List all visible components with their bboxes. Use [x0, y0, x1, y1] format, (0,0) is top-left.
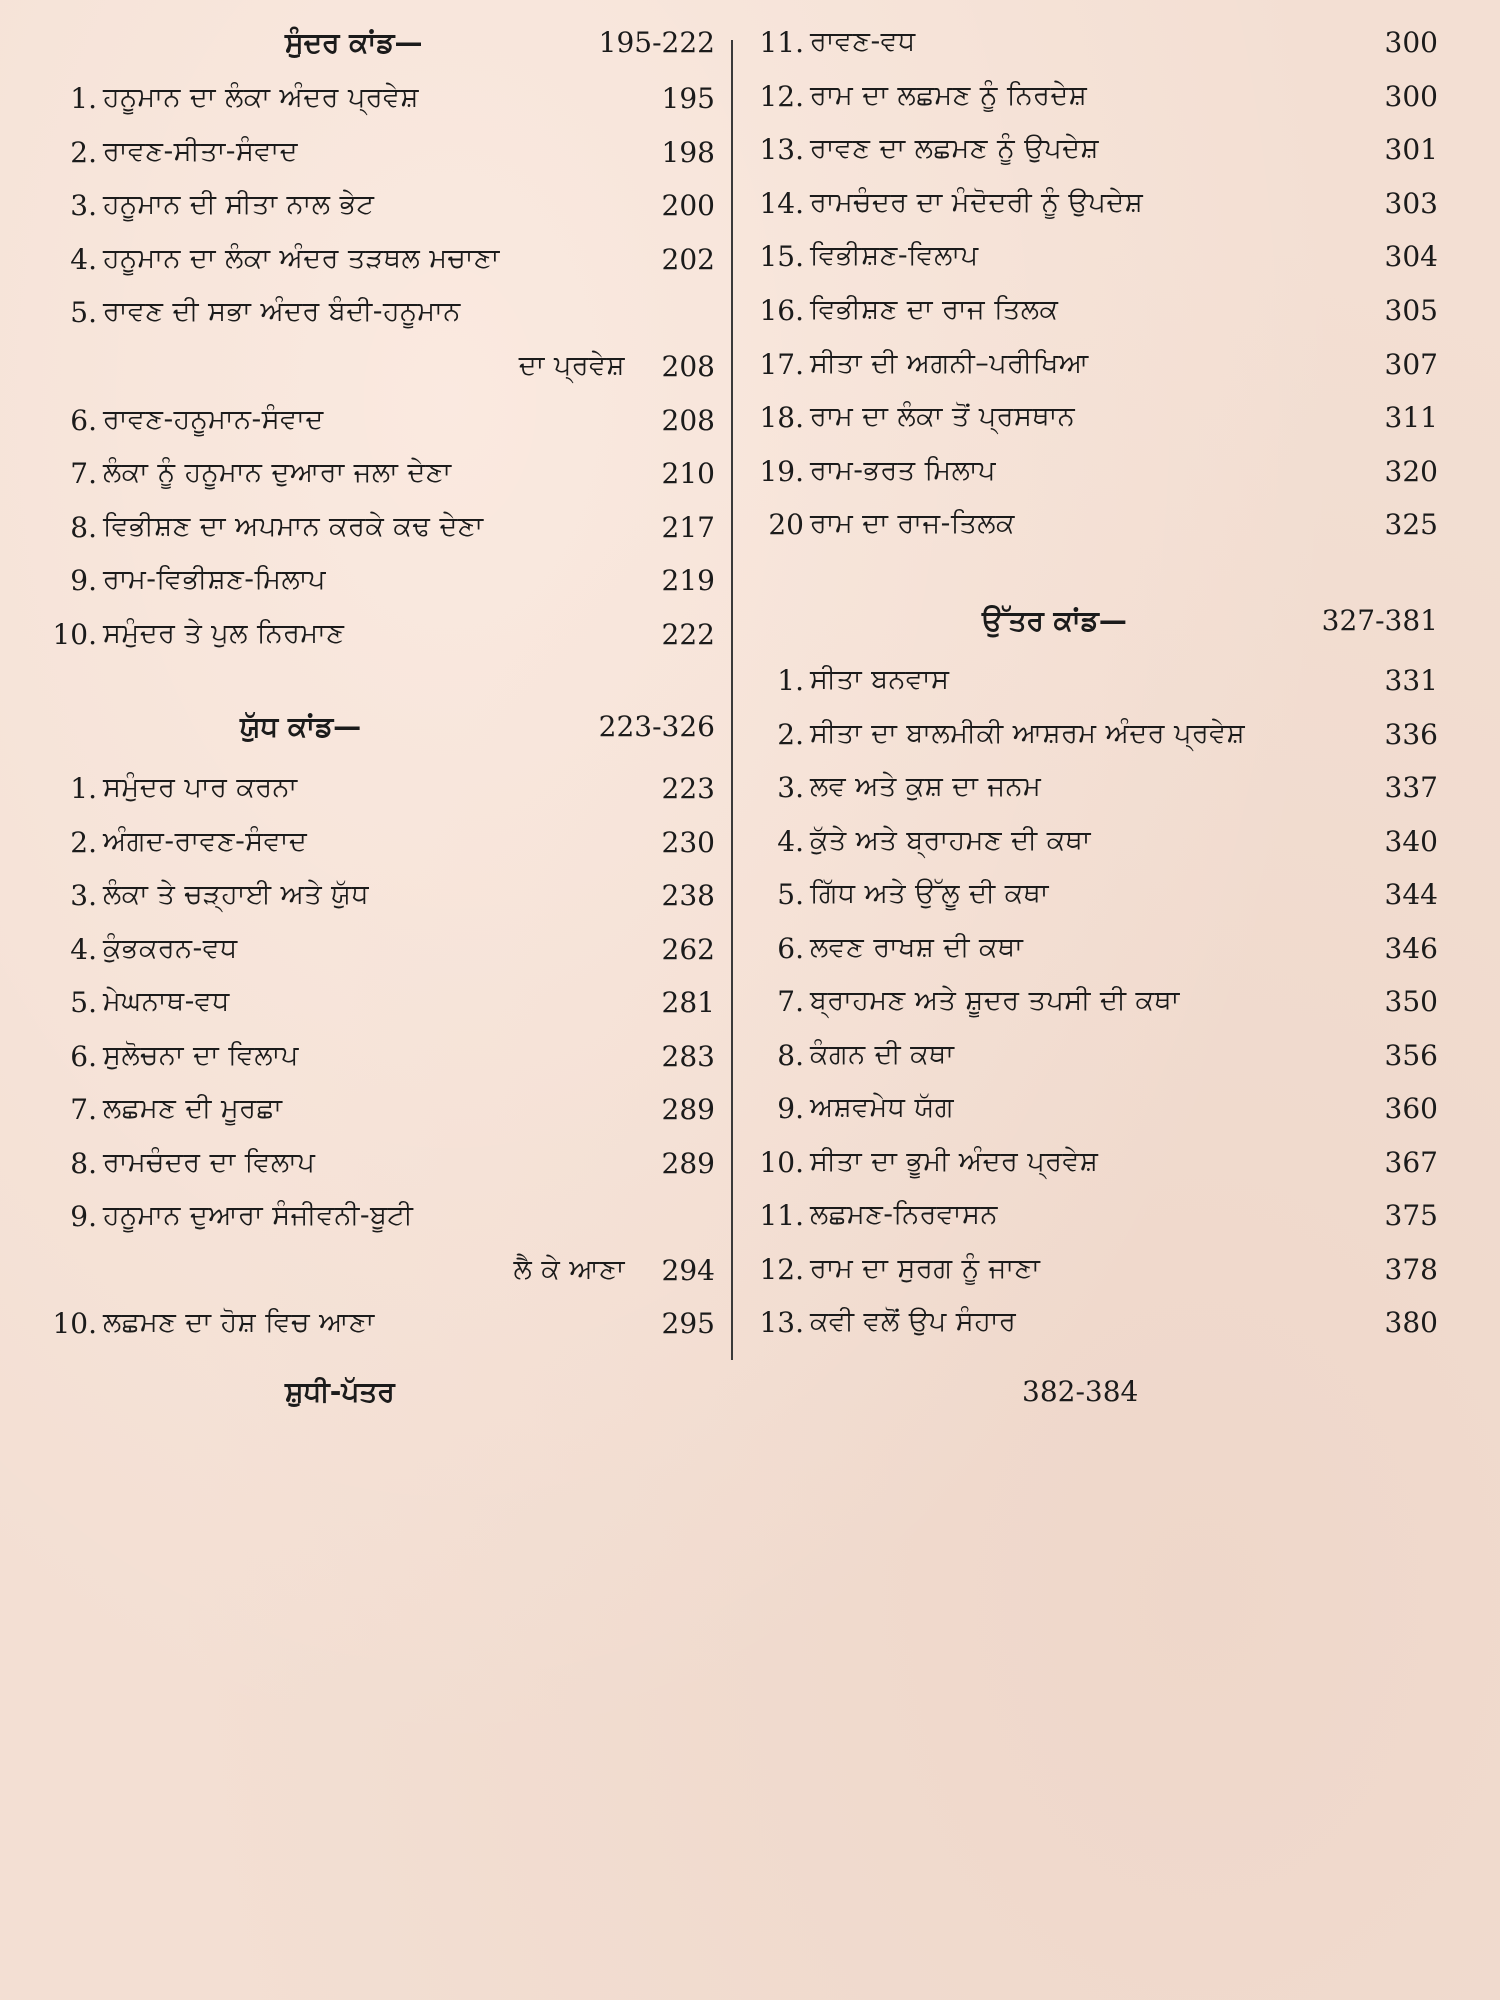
section-heading — [45, 710, 715, 754]
entry-number: 20 — [768, 508, 804, 542]
toc-entry — [45, 243, 715, 293]
entry-title: ਦਾ ਪ੍ਰਵੇਸ਼ — [518, 350, 625, 381]
entry-page-number: 281 — [661, 986, 715, 1019]
toc-entry — [752, 771, 1438, 821]
entry-title: ਲਛਮਣ ਦੀ ਮੂਰਛਾ — [103, 1093, 283, 1124]
entry-number: 16. — [759, 294, 804, 327]
entry-title: ਹਨੂਮਾਨ ਦਾ ਲੰਕਾ ਅੰਦਰ ਪ੍ਰਵੇਸ਼ — [103, 82, 420, 113]
toc-entry — [752, 1092, 1438, 1142]
entry-page-number: 223 — [661, 772, 715, 805]
entry-page-number: 300 — [1384, 26, 1438, 59]
toc-entry — [752, 294, 1438, 344]
entry-page-number: 311 — [1384, 401, 1438, 435]
entry-title: ਲਛਮਣ-ਨਿਰਵਾਸਨ — [810, 1199, 998, 1230]
entry-number: 2. — [70, 135, 97, 169]
entry-number: 6. — [777, 931, 804, 965]
entry-title: ਹਨੂਮਾਨ ਦੁਆਰਾ ਸੰਜੀਵਨੀ-ਬੂਟੀ — [103, 1200, 414, 1231]
entry-page-number: 294 — [661, 1253, 715, 1287]
section-heading — [752, 604, 1438, 648]
entry-page-number: 217 — [661, 510, 715, 544]
toc-entry — [45, 933, 715, 983]
entry-title: ਰਾਮ-ਭਰਤ ਮਿਲਾਪ — [810, 454, 996, 486]
toc-entry — [752, 932, 1438, 982]
entry-number: 10. — [52, 1307, 97, 1340]
entry-number: 1. — [777, 664, 804, 697]
entry-number: 3. — [777, 771, 804, 804]
toc-entry — [752, 1199, 1438, 1249]
entry-number: 1. — [70, 82, 97, 115]
entry-title: ਅੰਗਦ-ਰਾਵਣ-ਸੰਵਾਦ — [103, 825, 308, 857]
entry-number: 3. — [70, 879, 97, 912]
entry-title: ਅਸ਼ਵਮੇਧ ਯੱਗ — [810, 1092, 955, 1123]
section-heading — [45, 26, 715, 70]
entry-title: ਰਾਵਣ ਦਾ ਲਛਮਣ ਨੂੰ ਉਪਦੇਸ਼ — [810, 133, 1100, 165]
entry-page-number: 195 — [661, 82, 715, 115]
entry-page-number: 320 — [1384, 454, 1438, 488]
entry-title: ਸੀਤਾ ਬਨਵਾਸ — [810, 664, 950, 695]
toc-entry — [752, 80, 1438, 130]
entry-title: ਲਵ ਅਤੇ ਕੁਸ਼ ਦਾ ਜਨਮ — [810, 771, 1042, 802]
entry-title: ਵਿਭੀਸ਼ਣ ਦਾ ਅਪਮਾਨ ਕਰਕੇ ਕਢ ਦੇਣਾ — [103, 510, 484, 542]
section-page-range: 195-222 — [598, 26, 715, 59]
entry-title: ਰਾਮ ਦਾ ਲੰਕਾ ਤੋਂ ਪ੍ਰਸਥਾਨ — [810, 401, 1076, 433]
entry-title: ਬ੍ਰਾਹਮਣ ਅਤੇ ਸ਼ੂਦਰ ਤਪਸੀ ਦੀ ਕਥਾ — [810, 985, 1180, 1016]
entry-number: 13. — [759, 1306, 804, 1339]
toc-entry — [752, 26, 1438, 76]
toc-entry — [45, 350, 715, 400]
entry-title: ਸੀਤਾ ਦਾ ਬਾਲਮੀਕੀ ਆਸ਼ਰਮ ਅੰਦਰ ਪ੍ਰਵੇਸ਼ — [810, 717, 1246, 749]
entry-number: 18. — [759, 401, 804, 435]
entry-title: ਰਾਮ-ਵਿਭੀਸ਼ਣ-ਮਿਲਾਪ — [103, 564, 326, 596]
entry-number: 8. — [70, 1146, 97, 1180]
toc-entry — [752, 240, 1438, 290]
entry-number: 10. — [52, 618, 97, 651]
entry-page-number: 378 — [1384, 1252, 1438, 1286]
entry-page-number: 356 — [1384, 1038, 1438, 1072]
entry-page-number: 337 — [1384, 771, 1438, 804]
entry-title: ਲਵਣ ਰਾਖਸ਼ ਦੀ ਕਥਾ — [810, 931, 1024, 963]
entry-page-number: 344 — [1384, 878, 1438, 911]
toc-entry — [45, 1093, 715, 1143]
entry-number: 2. — [777, 717, 804, 751]
entry-number: 14. — [759, 186, 804, 220]
entry-page-number: 238 — [661, 879, 715, 912]
entry-number: 2. — [70, 825, 97, 859]
entry-number: 12. — [759, 1252, 804, 1286]
toc-entry — [752, 985, 1438, 1035]
section-title: ਯੁੱਧ ਕਾਂਡ— — [240, 710, 362, 743]
entry-title: ਕੁੱਤੇ ਅਤੇ ਬ੍ਰਾਹਮਣ ਦੀ ਕਥਾ — [810, 824, 1092, 856]
toc-entry — [45, 404, 715, 454]
entry-title: ਰਾਵਣ-ਸੀਤਾ-ਸੰਵਾਦ — [103, 135, 299, 167]
entry-number: 7. — [777, 985, 804, 1018]
toc-entry — [45, 457, 715, 507]
toc-entry — [45, 564, 715, 614]
toc-entry — [45, 136, 715, 186]
toc-entry — [45, 1040, 715, 1090]
entry-number: 7. — [70, 1093, 97, 1126]
toc-entry — [752, 1039, 1438, 1089]
entry-page-number: 283 — [661, 1039, 715, 1073]
toc-entry — [45, 986, 715, 1036]
entry-page-number: 340 — [1384, 824, 1438, 858]
entry-page-number: 230 — [661, 825, 715, 859]
toc-entry — [45, 826, 715, 876]
entry-page-number: 198 — [661, 135, 715, 169]
toc-entry — [752, 664, 1438, 714]
entry-title: ਰਾਮ ਦਾ ਲਛਮਣ ਨੂੰ ਨਿਰਦੇਸ਼ — [810, 79, 1088, 111]
section-title: ਉੱਤਰ ਕਾਂਡ— — [982, 604, 1127, 637]
entry-title: ਰਾਵਣ-ਹਨੂਮਾਨ-ਸੰਵਾਦ — [103, 403, 324, 435]
entry-page-number: 210 — [661, 457, 715, 491]
entry-page-number: 304 — [1384, 240, 1438, 274]
toc-entry — [752, 187, 1438, 237]
entry-page-number: 289 — [661, 1093, 715, 1126]
entry-page-number: 336 — [1384, 717, 1438, 751]
entry-number: 1. — [70, 772, 97, 805]
entry-title: ਸਮੁੰਦਰ ਤੇ ਪੁਲ ਨਿਰਮਾਣ — [103, 618, 345, 649]
entry-title: ਲਛਮਣ ਦਾ ਹੋਸ਼ ਵਿਚ ਆਣਾ — [103, 1307, 375, 1338]
entry-title: ਮੇਘਨਾਥ-ਵਧ — [103, 986, 230, 1017]
section-title: ਸੁੰਦਰ ਕਾਂਡ— — [285, 26, 423, 59]
entry-page-number: 346 — [1384, 931, 1438, 965]
entry-title: ਰਾਮ ਦਾ ਸੁਰਗ ਨੂੰ ਜਾਣਾ — [810, 1252, 1041, 1284]
toc-entry — [45, 1307, 715, 1357]
toc-entry — [752, 718, 1438, 768]
entry-page-number: 208 — [661, 403, 715, 437]
entry-page-number: 200 — [661, 189, 715, 223]
entry-number: 11. — [759, 1199, 804, 1232]
entry-number: 10. — [759, 1145, 804, 1179]
toc-entry — [45, 296, 715, 346]
toc-entry — [45, 511, 715, 561]
entry-page-number: 375 — [1384, 1199, 1438, 1232]
entry-number: 12. — [759, 79, 804, 113]
entry-title: ਕੁੰਭਕਰਨ-ਵਧ — [103, 932, 238, 964]
entry-title: ਸੀਤਾ ਦਾ ਭੂਮੀ ਅੰਦਰ ਪ੍ਰਵੇਸ਼ — [810, 1145, 1099, 1177]
toc-entry — [45, 82, 715, 132]
entry-page-number: 367 — [1384, 1145, 1438, 1179]
entry-title: ਰਾਮਚੰਦਰ ਦਾ ਵਿਲਾਪ — [103, 1146, 316, 1178]
column-divider — [731, 40, 733, 1360]
toc-entry — [752, 878, 1438, 928]
entry-number: 4. — [70, 242, 97, 276]
toc-entry — [752, 401, 1438, 451]
entry-number: 5. — [777, 878, 804, 911]
entry-number: 4. — [70, 932, 97, 966]
entry-number: 9. — [70, 1200, 97, 1233]
entry-page-number: 301 — [1384, 133, 1438, 167]
toc-entry — [45, 879, 715, 929]
toc-entry — [752, 1253, 1438, 1303]
entry-number: 9. — [70, 564, 97, 598]
entry-number: 15. — [759, 240, 804, 274]
entry-title: ਲੰਕਾ ਤੇ ਚੜ੍ਹਾਈ ਅਤੇ ਯੁੱਧ — [103, 879, 370, 910]
entry-title: ਹਨੂਮਾਨ ਦੀ ਸੀਤਾ ਨਾਲ ਭੇਟ — [103, 189, 375, 221]
entry-number: 13. — [759, 133, 804, 167]
entry-page-number: 350 — [1384, 985, 1438, 1018]
entry-page-number: 289 — [661, 1146, 715, 1180]
toc-entry — [752, 825, 1438, 875]
toc-entry — [752, 133, 1438, 183]
entry-title: ਰਾਮ ਦਾ ਰਾਜ-ਤਿਲਕ — [810, 508, 1015, 540]
entry-number: 6. — [70, 403, 97, 437]
toc-entry — [752, 455, 1438, 505]
toc-entry — [752, 508, 1438, 558]
section-page-range: 223-326 — [598, 710, 715, 743]
errata-range: 382-384 — [1022, 1375, 1139, 1408]
toc-entry — [752, 1146, 1438, 1196]
entry-title: ਲੈ ਕੇ ਆਣਾ — [513, 1253, 625, 1285]
entry-title: ਲੰਕਾ ਨੂੰ ਹਨੂਮਾਨ ਦੁਆਰਾ ਜਲਾ ਦੇਣਾ — [103, 457, 452, 489]
entry-title: ਰਾਵਣ-ਵਧ — [810, 26, 916, 57]
entry-title: ਕਵੀ ਵਲੋਂ ਉਪ ਸੰਹਾਰ — [810, 1306, 1017, 1337]
toc-entry — [45, 1254, 715, 1304]
entry-page-number: 303 — [1384, 186, 1438, 220]
entry-number: 6. — [70, 1039, 97, 1073]
errata-title: ਸ਼ੁਧੀ-ਪੱਤਰ — [285, 1375, 395, 1408]
entry-page-number: 208 — [661, 350, 715, 383]
entry-page-number: 262 — [661, 932, 715, 966]
toc-entry — [45, 189, 715, 239]
entry-number: 11. — [759, 26, 804, 59]
entry-page-number: 295 — [661, 1307, 715, 1340]
entry-title: ਰਾਮਚੰਦਰ ਦਾ ਮੰਦੋਦਰੀ ਨੂੰ ਉਪਦੇਸ਼ — [810, 186, 1144, 218]
entry-page-number: 325 — [1384, 508, 1438, 542]
entry-number: 5. — [70, 296, 97, 330]
entry-page-number: 307 — [1384, 347, 1438, 381]
entry-page-number: 380 — [1384, 1306, 1438, 1339]
entry-page-number: 300 — [1384, 79, 1438, 113]
entry-number: 19. — [759, 454, 804, 488]
toc-entry — [752, 1306, 1438, 1356]
entry-title: ਵਿਭੀਸ਼ਣ ਦਾ ਰਾਜ ਤਿਲਕ — [810, 294, 1059, 325]
entry-page-number: 305 — [1384, 294, 1438, 327]
entry-title: ਸੀਤਾ ਦੀ ਅਗਨੀ–ਪਰੀਖਿਆ — [810, 347, 1089, 379]
toc-entry — [45, 618, 715, 668]
entry-title: ਸਮੁੰਦਰ ਪਾਰ ਕਰਨਾ — [103, 772, 298, 803]
entry-number: 9. — [777, 1092, 804, 1125]
entry-number: 5. — [70, 986, 97, 1019]
entry-number: 17. — [759, 347, 804, 381]
entry-page-number: 331 — [1384, 664, 1438, 697]
toc-entry — [45, 1200, 715, 1250]
entry-title: ਗਿੱਧ ਅਤੇ ਉੱਲੂ ਦੀ ਕਥਾ — [810, 878, 1049, 909]
entry-title: ਸੁਲੋਚਨਾ ਦਾ ਵਿਲਾਪ — [103, 1039, 299, 1071]
entry-title: ਰਾਵਣ ਦੀ ਸਭਾ ਅੰਦਰ ਬੰਦੀ-ਹਨੂਮਾਨ — [103, 296, 461, 328]
entry-number: 3. — [70, 189, 97, 223]
entry-number: 8. — [70, 510, 97, 544]
entry-page-number: 202 — [661, 242, 715, 276]
entry-title: ਹਨੂਮਾਨ ਦਾ ਲੰਕਾ ਅੰਦਰ ਤੜਥਲ ਮਚਾਣਾ — [103, 242, 500, 274]
entry-number: 8. — [777, 1038, 804, 1072]
section-page-range: 327-381 — [1321, 604, 1438, 637]
entry-number: 4. — [777, 824, 804, 858]
entry-page-number: 222 — [661, 618, 715, 651]
toc-entry — [45, 1147, 715, 1197]
entry-page-number: 219 — [661, 564, 715, 598]
toc-entry — [45, 772, 715, 822]
entry-page-number: 360 — [1384, 1092, 1438, 1125]
entry-number: 7. — [70, 457, 97, 491]
entry-title: ਕੰਗਨ ਦੀ ਕਥਾ — [810, 1038, 955, 1070]
toc-entry — [752, 348, 1438, 398]
entry-title: ਵਿਭੀਸ਼ਣ-ਵਿਲਾਪ — [810, 240, 979, 272]
